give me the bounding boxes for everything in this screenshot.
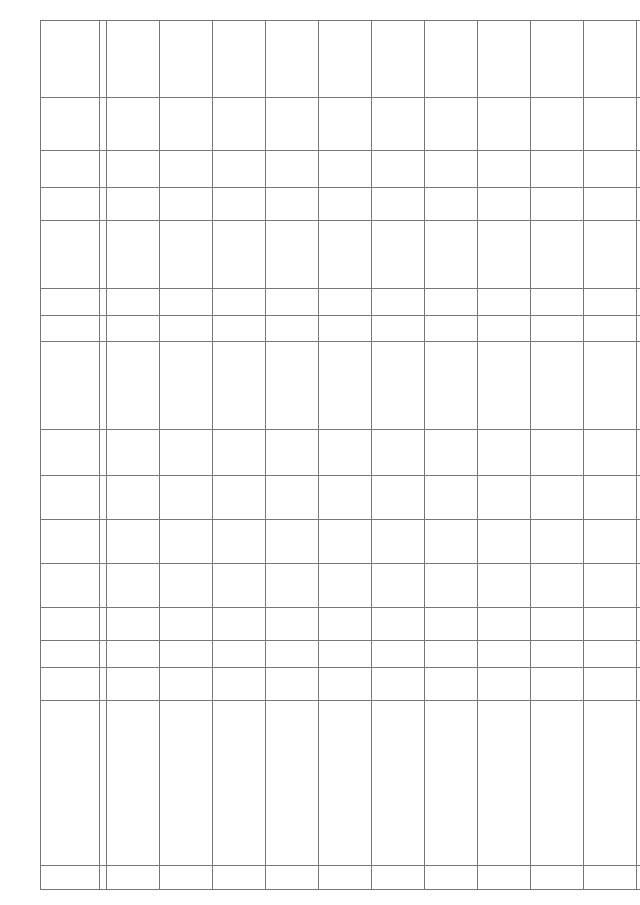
row-year-built (107, 667, 160, 700)
row-plan-year (425, 188, 478, 221)
column-number (100, 315, 107, 341)
row-work-volume (160, 315, 213, 341)
row-limit-cost (531, 21, 584, 98)
row-floors (160, 641, 213, 667)
row-floors (478, 641, 531, 667)
row-wall-material (531, 564, 584, 608)
row-specific-cost (637, 98, 640, 151)
row-area-total (160, 520, 213, 564)
table-row (160, 21, 213, 890)
row-year-built (160, 667, 213, 700)
row-floors (425, 641, 478, 667)
row-work-volume (372, 315, 425, 341)
row-floors (584, 641, 637, 667)
row-address (213, 700, 266, 865)
row-cost (531, 221, 584, 289)
row-area-total (584, 520, 637, 564)
row-floors (319, 641, 372, 667)
col-header-no (41, 865, 100, 889)
col-header-entrances (41, 608, 100, 641)
row-floors (266, 641, 319, 667)
row-wall-material (266, 564, 319, 608)
col-header-limit-cost (41, 21, 100, 98)
row-year-built (319, 667, 372, 700)
column-number (100, 221, 107, 289)
row-floors (107, 641, 160, 667)
column-number (100, 150, 107, 187)
column-number (100, 98, 107, 151)
col-header-specific-cost (41, 98, 100, 151)
col-header-area-total (41, 520, 100, 564)
row-limit-cost (213, 21, 266, 98)
row-floors (531, 641, 584, 667)
row-area-total (319, 520, 372, 564)
column-number (100, 289, 107, 315)
column-number (100, 21, 107, 98)
row-unit (637, 289, 640, 315)
column-number (100, 564, 107, 608)
row-unit (213, 289, 266, 315)
row-specific-cost (425, 98, 478, 151)
row-area-total (478, 520, 531, 564)
row-plan-year (266, 188, 319, 221)
row-entrances (531, 608, 584, 641)
row-year-built (425, 667, 478, 700)
table-header-row (41, 21, 100, 890)
col-header-volume (41, 315, 100, 341)
col-header-year (41, 667, 100, 700)
row-specific-cost (584, 98, 637, 151)
row-limit-cost (372, 21, 425, 98)
row-entrances (425, 608, 478, 641)
row-work-types (531, 342, 584, 430)
row-unit (160, 289, 213, 315)
row-work-volume (425, 315, 478, 341)
row-residents (478, 430, 531, 476)
rotated-table-container (40, 20, 600, 890)
row-cost (584, 221, 637, 289)
row-number (531, 865, 584, 889)
row-work-volume (478, 315, 531, 341)
col-header-residents (41, 430, 100, 476)
row-unit (584, 289, 637, 315)
column-number (100, 430, 107, 476)
row-fund-year (584, 150, 637, 187)
table-row (213, 21, 266, 890)
row-limit-cost (478, 21, 531, 98)
row-number (266, 865, 319, 889)
row-area-total (531, 520, 584, 564)
row-residents (637, 430, 640, 476)
row-number (160, 865, 213, 889)
row-address (319, 700, 372, 865)
row-entrances (319, 608, 372, 641)
row-work-volume (266, 315, 319, 341)
row-wall-material (372, 564, 425, 608)
row-cost (425, 221, 478, 289)
col-header-address (41, 700, 100, 865)
row-specific-cost (213, 98, 266, 151)
column-number (100, 667, 107, 700)
row-residents (584, 430, 637, 476)
row-area-living (637, 476, 640, 520)
row-area-total (266, 520, 319, 564)
row-cost (637, 221, 640, 289)
row-area-living (319, 476, 372, 520)
row-wall-material (160, 564, 213, 608)
row-residents (372, 430, 425, 476)
row-specific-cost (478, 98, 531, 151)
row-unit (425, 289, 478, 315)
row-specific-cost (372, 98, 425, 151)
row-specific-cost (319, 98, 372, 151)
row-residents (531, 430, 584, 476)
row-work-volume (213, 315, 266, 341)
row-area-living (266, 476, 319, 520)
row-fund-year (372, 150, 425, 187)
column-number (100, 342, 107, 430)
row-residents (266, 430, 319, 476)
row-fund-year (531, 150, 584, 187)
row-specific-cost (531, 98, 584, 151)
table-row (266, 21, 319, 890)
row-address (531, 700, 584, 865)
row-wall-material (637, 564, 640, 608)
row-area-total (372, 520, 425, 564)
col-header-fund-year (41, 150, 100, 187)
row-work-volume (531, 315, 584, 341)
row-work-types (213, 342, 266, 430)
table-row (425, 21, 478, 890)
row-limit-cost (107, 21, 160, 98)
row-entrances (637, 608, 640, 641)
row-unit (372, 289, 425, 315)
row-fund-year (266, 150, 319, 187)
col-header-works (41, 342, 100, 430)
row-work-types (584, 342, 637, 430)
row-floors (213, 641, 266, 667)
row-limit-cost (584, 21, 637, 98)
row-fund-year (213, 150, 266, 187)
row-fund-year (425, 150, 478, 187)
row-entrances (213, 608, 266, 641)
row-address (425, 700, 478, 865)
row-cost (107, 221, 160, 289)
row-entrances (107, 608, 160, 641)
row-limit-cost (266, 21, 319, 98)
row-wall-material (107, 564, 160, 608)
row-work-types (319, 342, 372, 430)
row-floors (637, 641, 640, 667)
row-address (478, 700, 531, 865)
row-limit-cost (637, 21, 640, 98)
row-unit (478, 289, 531, 315)
row-area-total (107, 520, 160, 564)
row-cost (478, 221, 531, 289)
row-number (584, 865, 637, 889)
table-body (107, 21, 640, 890)
row-residents (107, 430, 160, 476)
row-year-built (637, 667, 640, 700)
repair-program-table (40, 20, 640, 890)
row-residents (319, 430, 372, 476)
row-limit-cost (319, 21, 372, 98)
row-unit (531, 289, 584, 315)
row-plan-year (319, 188, 372, 221)
row-cost (372, 221, 425, 289)
row-entrances (266, 608, 319, 641)
row-fund-year (478, 150, 531, 187)
row-specific-cost (266, 98, 319, 151)
column-number (100, 520, 107, 564)
row-address (372, 700, 425, 865)
row-wall-material (584, 564, 637, 608)
column-number (100, 608, 107, 641)
row-area-total (213, 520, 266, 564)
row-entrances (478, 608, 531, 641)
row-residents (213, 430, 266, 476)
table-row (531, 21, 584, 890)
row-work-volume (319, 315, 372, 341)
row-area-living (160, 476, 213, 520)
row-entrances (584, 608, 637, 641)
row-number (478, 865, 531, 889)
row-specific-cost (107, 98, 160, 151)
row-cost (213, 221, 266, 289)
row-fund-year (637, 150, 640, 187)
row-work-types (266, 342, 319, 430)
row-entrances (372, 608, 425, 641)
row-cost (319, 221, 372, 289)
row-address (584, 700, 637, 865)
row-work-types (372, 342, 425, 430)
col-header-area-living (41, 476, 100, 520)
row-work-types (425, 342, 478, 430)
row-plan-year (372, 188, 425, 221)
rotated-table-area (40, 20, 600, 890)
row-address (637, 700, 640, 865)
row-floors (372, 641, 425, 667)
column-number (100, 476, 107, 520)
row-plan-year (637, 188, 640, 221)
row-area-living (107, 476, 160, 520)
row-work-types (478, 342, 531, 430)
row-cost (266, 221, 319, 289)
row-number (637, 865, 640, 889)
row-unit (107, 289, 160, 315)
table-row (107, 21, 160, 890)
row-fund-year (107, 150, 160, 187)
column-number (100, 641, 107, 667)
row-plan-year (107, 188, 160, 221)
row-wall-material (425, 564, 478, 608)
row-address (160, 700, 213, 865)
row-area-living (531, 476, 584, 520)
row-work-volume (584, 315, 637, 341)
row-number (213, 865, 266, 889)
column-number-row (100, 21, 107, 890)
table-row (372, 21, 425, 890)
row-work-volume (107, 315, 160, 341)
row-work-types (637, 342, 640, 430)
row-year-built (372, 667, 425, 700)
row-limit-cost (160, 21, 213, 98)
row-limit-cost (425, 21, 478, 98)
row-year-built (478, 667, 531, 700)
row-area-total (637, 520, 640, 564)
row-cost (160, 221, 213, 289)
row-area-living (425, 476, 478, 520)
row-area-living (372, 476, 425, 520)
row-number (372, 865, 425, 889)
row-number (107, 865, 160, 889)
table-row (478, 21, 531, 890)
column-number (100, 865, 107, 889)
row-year-built (213, 667, 266, 700)
row-unit (319, 289, 372, 315)
row-plan-year (160, 188, 213, 221)
row-address (107, 700, 160, 865)
row-residents (425, 430, 478, 476)
row-specific-cost (160, 98, 213, 151)
row-entrances (160, 608, 213, 641)
row-plan-year (213, 188, 266, 221)
row-area-living (584, 476, 637, 520)
row-work-volume (637, 315, 640, 341)
row-year-built (531, 667, 584, 700)
col-header-cost (41, 221, 100, 289)
col-header-plan-year (41, 188, 100, 221)
row-area-living (478, 476, 531, 520)
row-year-built (584, 667, 637, 700)
column-number (100, 188, 107, 221)
row-number (319, 865, 372, 889)
row-wall-material (478, 564, 531, 608)
row-year-built (266, 667, 319, 700)
row-unit (266, 289, 319, 315)
row-number (425, 865, 478, 889)
row-fund-year (319, 150, 372, 187)
row-fund-year (160, 150, 213, 187)
row-work-types (107, 342, 160, 430)
col-header-walls (41, 564, 100, 608)
row-wall-material (213, 564, 266, 608)
row-plan-year (531, 188, 584, 221)
col-header-unit (41, 289, 100, 315)
table-row (584, 21, 637, 890)
column-number (100, 700, 107, 865)
row-residents (160, 430, 213, 476)
row-area-living (213, 476, 266, 520)
row-plan-year (584, 188, 637, 221)
table-row (637, 21, 640, 890)
table-row (319, 21, 372, 890)
col-header-floors (41, 641, 100, 667)
row-wall-material (319, 564, 372, 608)
row-plan-year (478, 188, 531, 221)
row-work-types (160, 342, 213, 430)
row-area-total (425, 520, 478, 564)
row-address (266, 700, 319, 865)
